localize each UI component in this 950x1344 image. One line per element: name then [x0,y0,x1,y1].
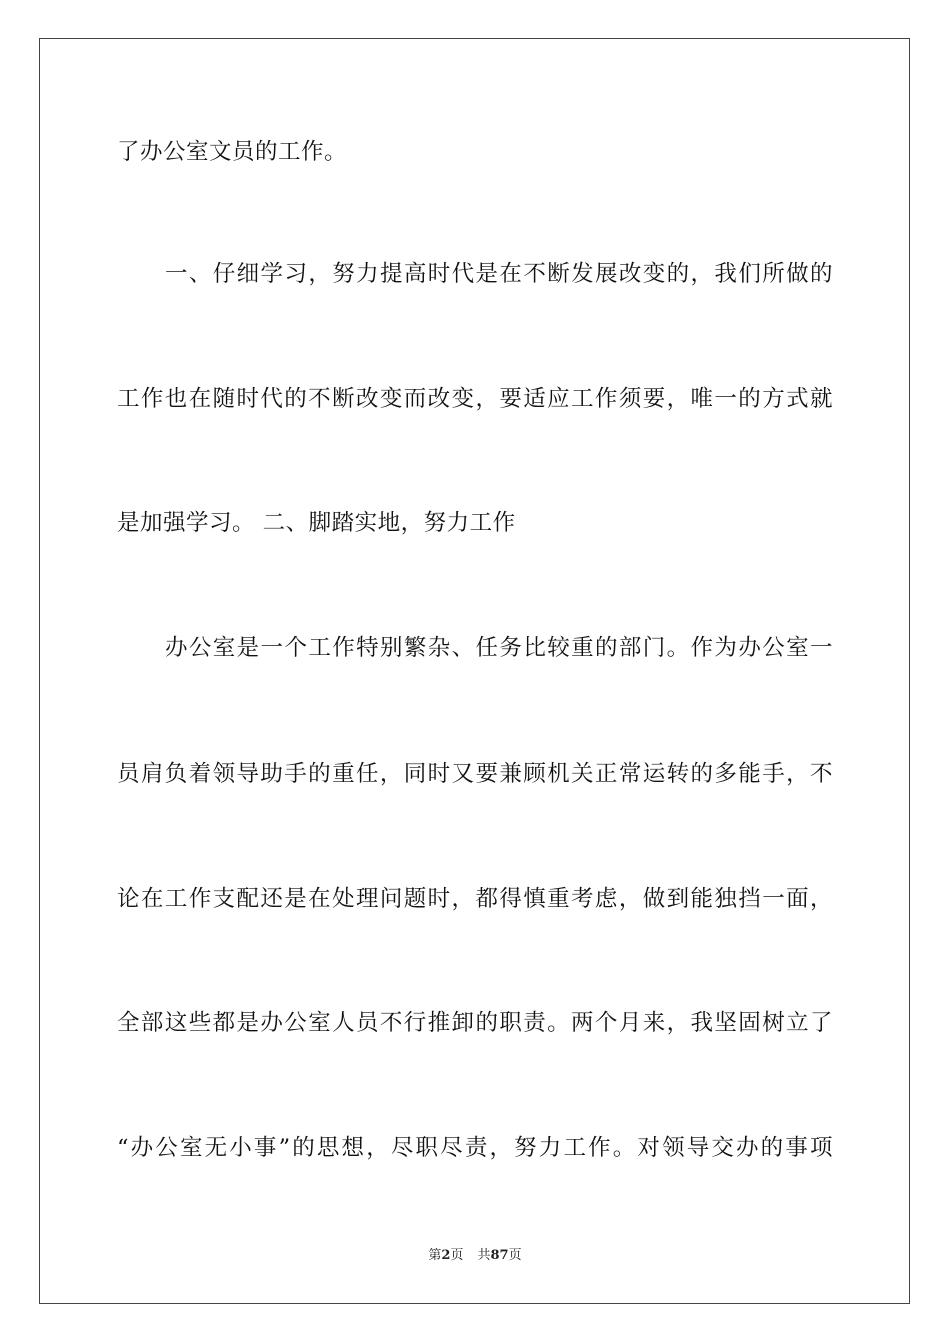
page-footer [0,1247,950,1265]
page-number: 2 [441,1248,451,1263]
page-border [39,38,910,1304]
text-line-1: 了办公室文员的工作。 [117,139,348,165]
total-suffix: 页 [508,1248,522,1263]
page-suffix: 页 [450,1248,464,1263]
text-line-8: 全部这些都是办公室人员不行推卸的职责。两个月来，我坚固树立了 [117,1010,833,1036]
text-line-5: 办公室是一个工作特别繁杂、任务比较重的部门。作为办公室一 [165,635,833,661]
text-line-7: 论在工作支配还是在处理问题时，都得慎重考虑，做到能独挡一面， [117,886,833,912]
text-line-9: “办公室无小事”的思想，尽职尽责，努力工作。对领导交办的事项 [117,1135,833,1161]
text-line-3: 工作也在随时代的不断改变而改变，要适应工作须要，唯一的方式就 [117,386,833,412]
text-line-6: 员肩负着领导助手的重任，同时又要兼顾机关正常运转的多能手，不 [117,761,833,787]
text-line-4: 是加强学习。 二、脚踏实地，努力工作 [117,510,516,536]
total-pages: 87 [490,1248,509,1263]
text-line-2: 一、仔细学习，努力提高时代是在不断发展改变的，我们所做的 [165,261,833,287]
page-prefix: 第 [428,1248,442,1263]
total-prefix: 共 [477,1248,491,1263]
